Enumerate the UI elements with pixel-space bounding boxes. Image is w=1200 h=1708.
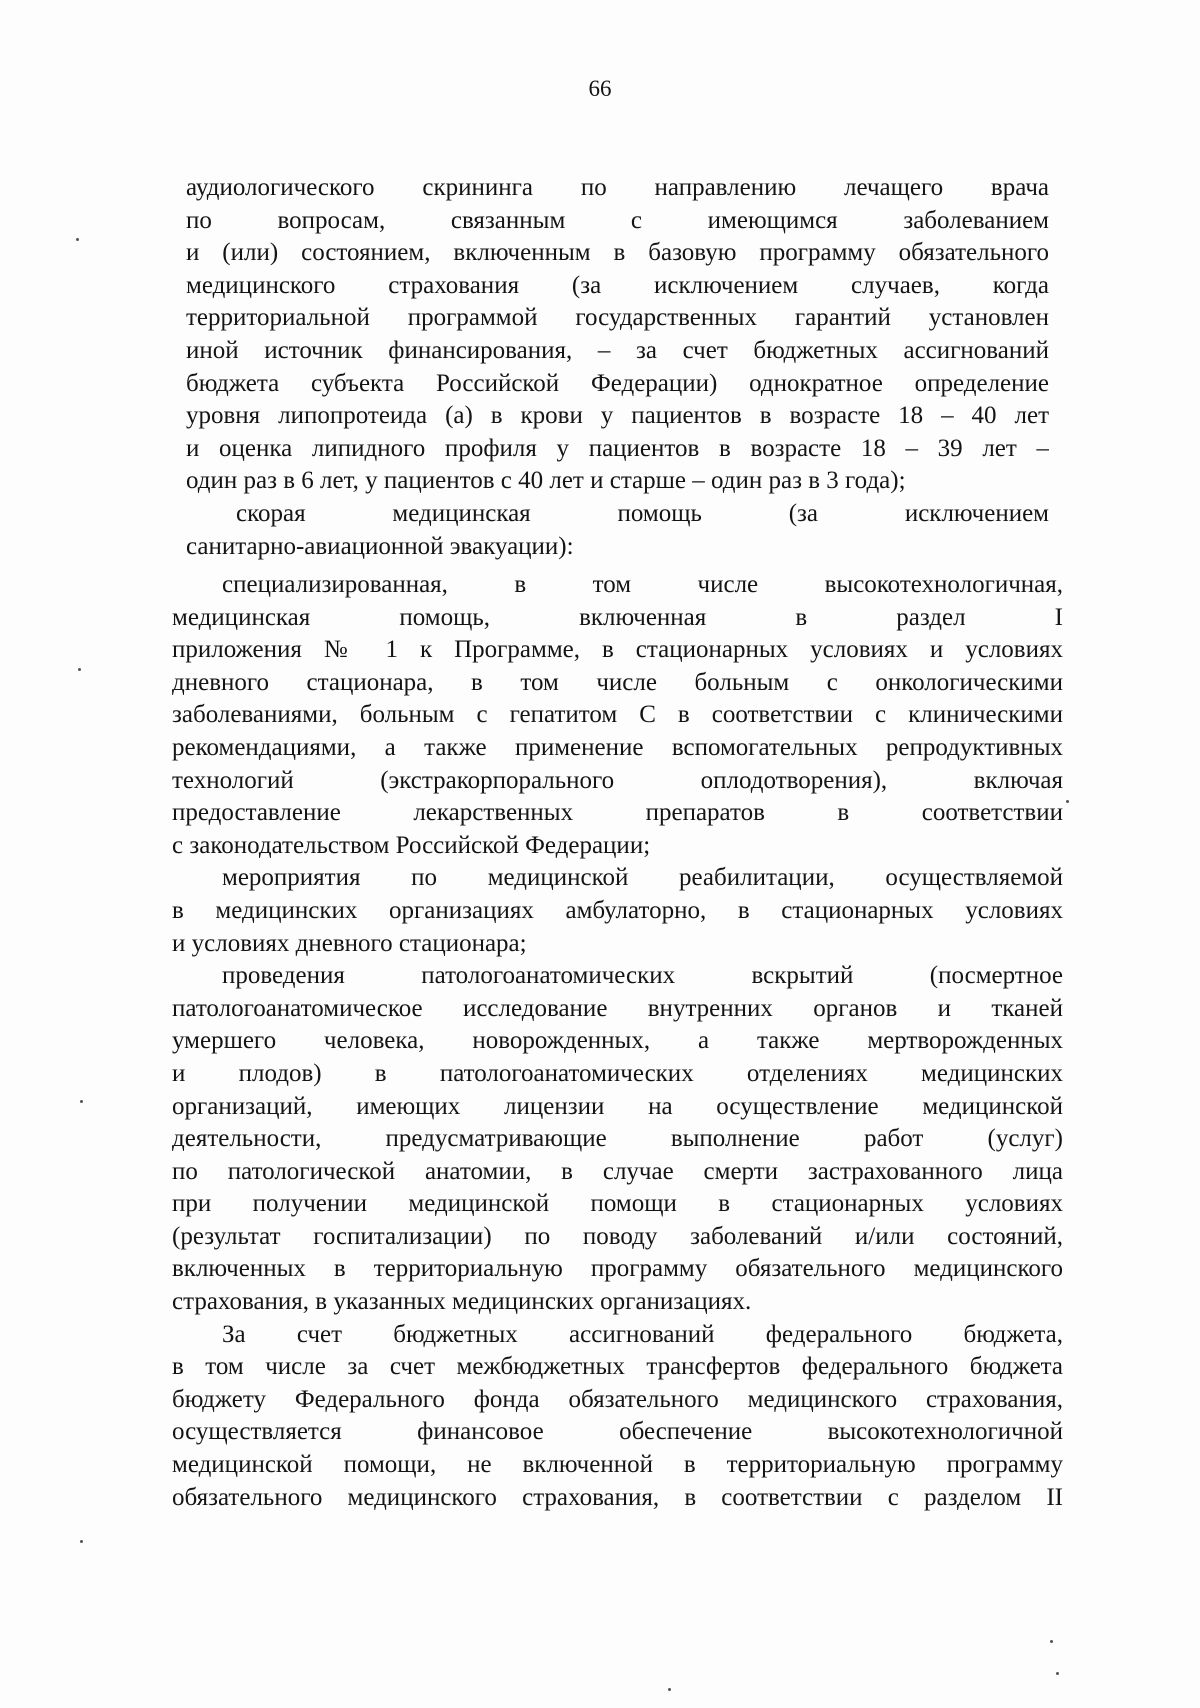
text-line: рекомендациями, а также применение вспомогательных репродуктивных <box>172 733 1063 761</box>
text-line: За счет бюджетных ассигнований федерального бюджета, <box>222 1320 1063 1348</box>
text-line: скорая медицинская помощь (за исключением <box>236 499 1049 527</box>
text-line: бюджету Федерального фонда обязательного медицинского страхования, <box>172 1385 1063 1413</box>
text-line: включенных в территориальную программу обязательного медицинского <box>172 1255 1063 1283</box>
text-line: и оценка липидного профиля у пациентов в возрасте 18 – 39 лет – <box>186 434 1049 462</box>
text-line: обязательного медицинского страхования, в соответствии с разделом II <box>172 1483 1063 1511</box>
text-line: бюджета субъекта Российской Федерации) однократное определение <box>186 369 1049 397</box>
scan-mark <box>668 1688 671 1691</box>
text-line: технологий (экстракорпорального оплодотворения), включая <box>172 766 1063 794</box>
text-line: при получении медицинской помощи в стационарных условиях <box>172 1190 1063 1218</box>
scan-mark <box>1066 800 1069 803</box>
scan-mark <box>80 1100 83 1103</box>
text-line: уровня липопротеида (а) в крови у пациентов в возрасте 18 – 40 лет <box>186 402 1049 430</box>
scan-mark <box>76 238 79 241</box>
text-line: специализированная, в том числе высокотехнологичная, <box>222 571 1063 598</box>
text-line: в медицинских организациях амбулаторно, в стационарных условиях <box>172 896 1063 924</box>
text-line: и (или) состоянием, включенным в базовую программу обязательного <box>186 239 1049 267</box>
text-line: проведения патологоанатомических вскрытий (посмертное <box>222 962 1063 990</box>
text-line: организаций, имеющих лицензии на осуществление медицинской <box>172 1092 1063 1120</box>
text-line: санитарно-авиационной эвакуации): <box>186 532 574 560</box>
text-line: мероприятия по медицинской реабилитации, осуществляемой <box>222 864 1063 892</box>
text-block-upper <box>186 172 1049 563</box>
scan-mark <box>1050 1640 1053 1643</box>
text-line: аудиологического скрининга по направлению лечащего врача <box>186 174 1049 201</box>
text-line: в том числе за счет межбюджетных трансфертов федерального бюджета <box>172 1353 1063 1381</box>
text-line: осуществляется финансовое обеспечение высокотехнологичной <box>172 1418 1063 1446</box>
text-line: с законодательством Российской Федерации; <box>172 831 651 859</box>
text-line: по патологической анатомии, в случае смерти застрахованного лица <box>172 1157 1063 1185</box>
text-line: по вопросам, связанным с имеющимся заболеванием <box>186 206 1049 234</box>
text-line: медицинская помощь, включенная в раздел I <box>172 603 1063 631</box>
text-line: (результат госпитализации) по поводу заболеваний и/или состояний, <box>172 1222 1063 1250</box>
text-line: предоставление лекарственных препаратов в соответствии <box>172 799 1063 827</box>
text-line: медицинской помощи, не включенной в территориальную программу <box>172 1451 1063 1479</box>
text-line: дневного стационара, в том числе больным с онкологическими <box>172 668 1063 696</box>
text-line: и плодов) в патологоанатомических отделениях медицинских <box>172 1059 1063 1087</box>
text-line: патологоанатомическое исследование внутренних органов и тканей <box>172 994 1063 1022</box>
text-line: медицинского страхования (за исключением случаев, когда <box>186 271 1049 299</box>
text-line: территориальной программой государственных гарантий установлен <box>186 304 1049 332</box>
text-line: деятельности, предусматривающие выполнение работ (услуг) <box>172 1125 1063 1153</box>
text-line: умершего человека, новорожденных, а также мертворожденных <box>172 1027 1063 1055</box>
text-line: заболеваниями, больным с гепатитом С в соответствии с клиническими <box>172 701 1063 729</box>
text-line: приложения № 1 к Программе, в стационарных условиях и условиях <box>172 636 1063 664</box>
text-line: и условиях дневного стационара; <box>172 929 527 957</box>
text-line: иной источник финансирования, – за счет бюджетных ассигнований <box>186 336 1049 364</box>
scan-mark <box>1056 1672 1059 1675</box>
text-line: страхования, в указанных медицинских организациях. <box>172 1288 752 1316</box>
page-number: 66 <box>588 76 612 101</box>
scan-mark <box>78 668 81 671</box>
text-line: один раз в 6 лет, у пациентов с 40 лет и старше – один раз в 3 года); <box>186 467 906 495</box>
text-block-lower <box>172 569 1063 1514</box>
scan-mark <box>80 1540 83 1543</box>
